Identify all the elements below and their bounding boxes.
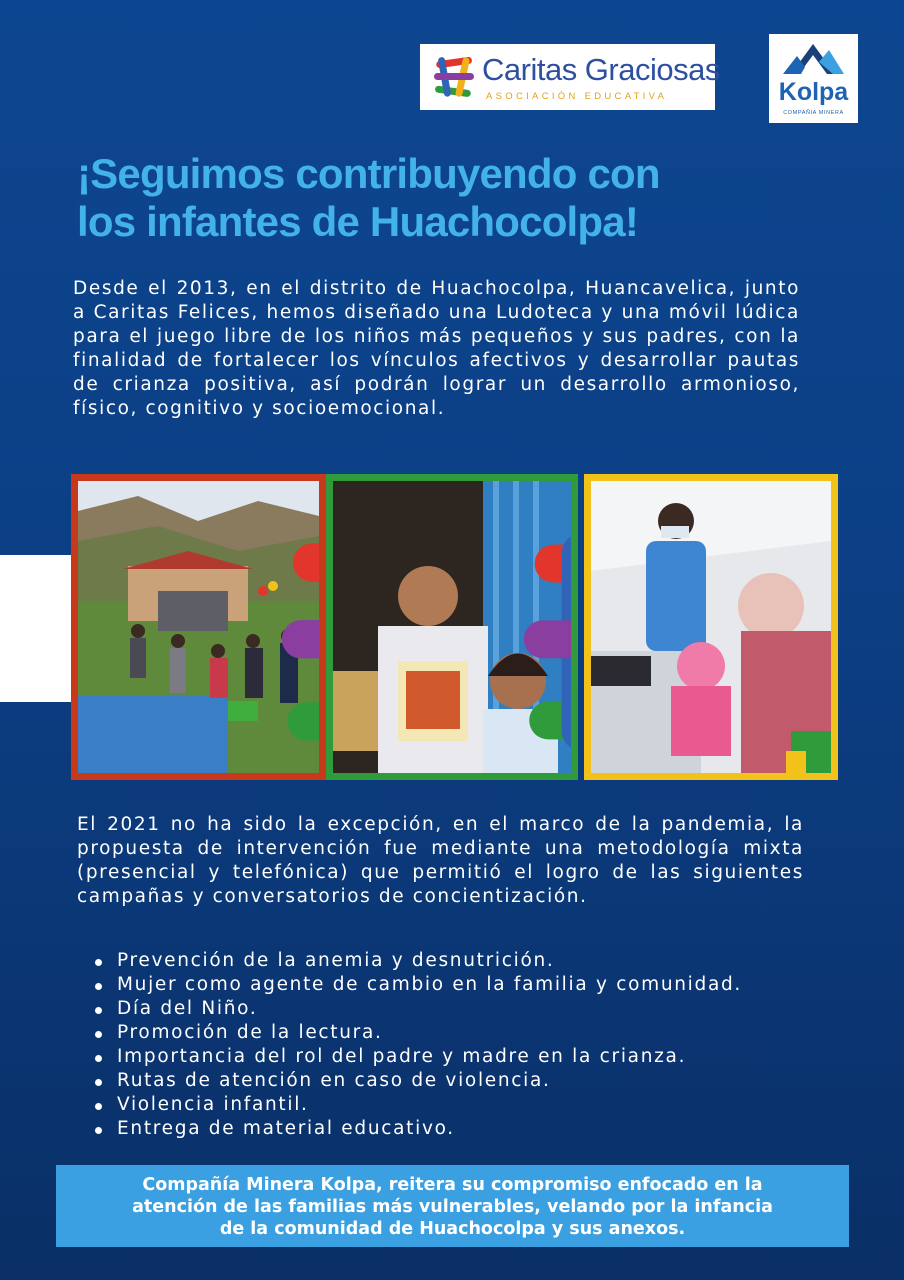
caritas-logo-name: Caritas Graciosas [482,52,720,87]
list-item: Entrega de material educativo. [94,1117,742,1141]
children-with-book-photo [326,474,578,780]
kolpa-logo-name: Kolpa [778,78,849,106]
title-line-2: los infantes de Huachocolpa! [77,198,639,245]
caritas-star-icon [271,496,326,780]
list-item: Prevención de la anemia y desnutrición. [94,949,742,973]
body-paragraph: El 2021 no ha sido la excepción, en el marco de la pandemia, la propuesta de intervención fue mediante una metodología mixta (presencial y telefónica) que permitió el logro de las siguientes campañas y conversatorios de concientización. [77,814,804,907]
title-line-1: ¡Seguimos contribuyendo con [77,150,660,197]
caritas-graciosas-logo [420,44,720,110]
banner-line-2: atención de las familias más vulnerables, velando por la infancia [132,1197,773,1217]
banner-line-1: Compañía Minera Kolpa, reitera su compromiso enfocado en la [142,1175,763,1195]
campaign-list [94,949,742,1141]
left-white-accent [0,555,72,702]
list-item: Violencia infantil. [94,1093,742,1117]
kolpa-logo-subtitle: COMPAÑIA MINERA [783,110,844,116]
intro-paragraph: Desde el 2013, en el distrito de Huachocolpa, Huancavelica, junto a Caritas Felices, hemos diseñado una Ludoteca y una móvil lúdica para el juego libre de los niños más pequeños y sus padres, con la finalidad de fortalecer los vínculos afectivos y desarrollar pautas de crianza positiva, así podrán lograr un desarrollo armonioso, físico, cognitivo y socioemocional. [73,278,800,419]
banner-text [56,1174,849,1240]
caritas-star-icon [513,496,578,780]
list-item: Importancia del rol del padre y madre en la crianza. [94,1045,742,1069]
list-item: Día del Niño. [94,997,742,1021]
list-item: Promoción de la lectura. [94,1021,742,1045]
mountain-icon [783,40,844,76]
caritas-star-icon [432,54,476,100]
commitment-banner [56,1165,849,1247]
banner-line-3: de la comunidad de Huachocolpa y sus anexos. [219,1219,686,1239]
kolpa-logo [769,34,858,123]
list-item: Rutas de atención en caso de violencia. [94,1069,742,1093]
caritas-logo-subtitle: ASOCIACIÓN EDUCATIVA [486,91,668,102]
health-campaign-photo [584,474,838,780]
outdoor-ludoteca-photo [71,474,326,780]
list-item: Mujer como agente de cambio en la familia y comunidad. [94,973,742,997]
page-title [77,150,837,246]
